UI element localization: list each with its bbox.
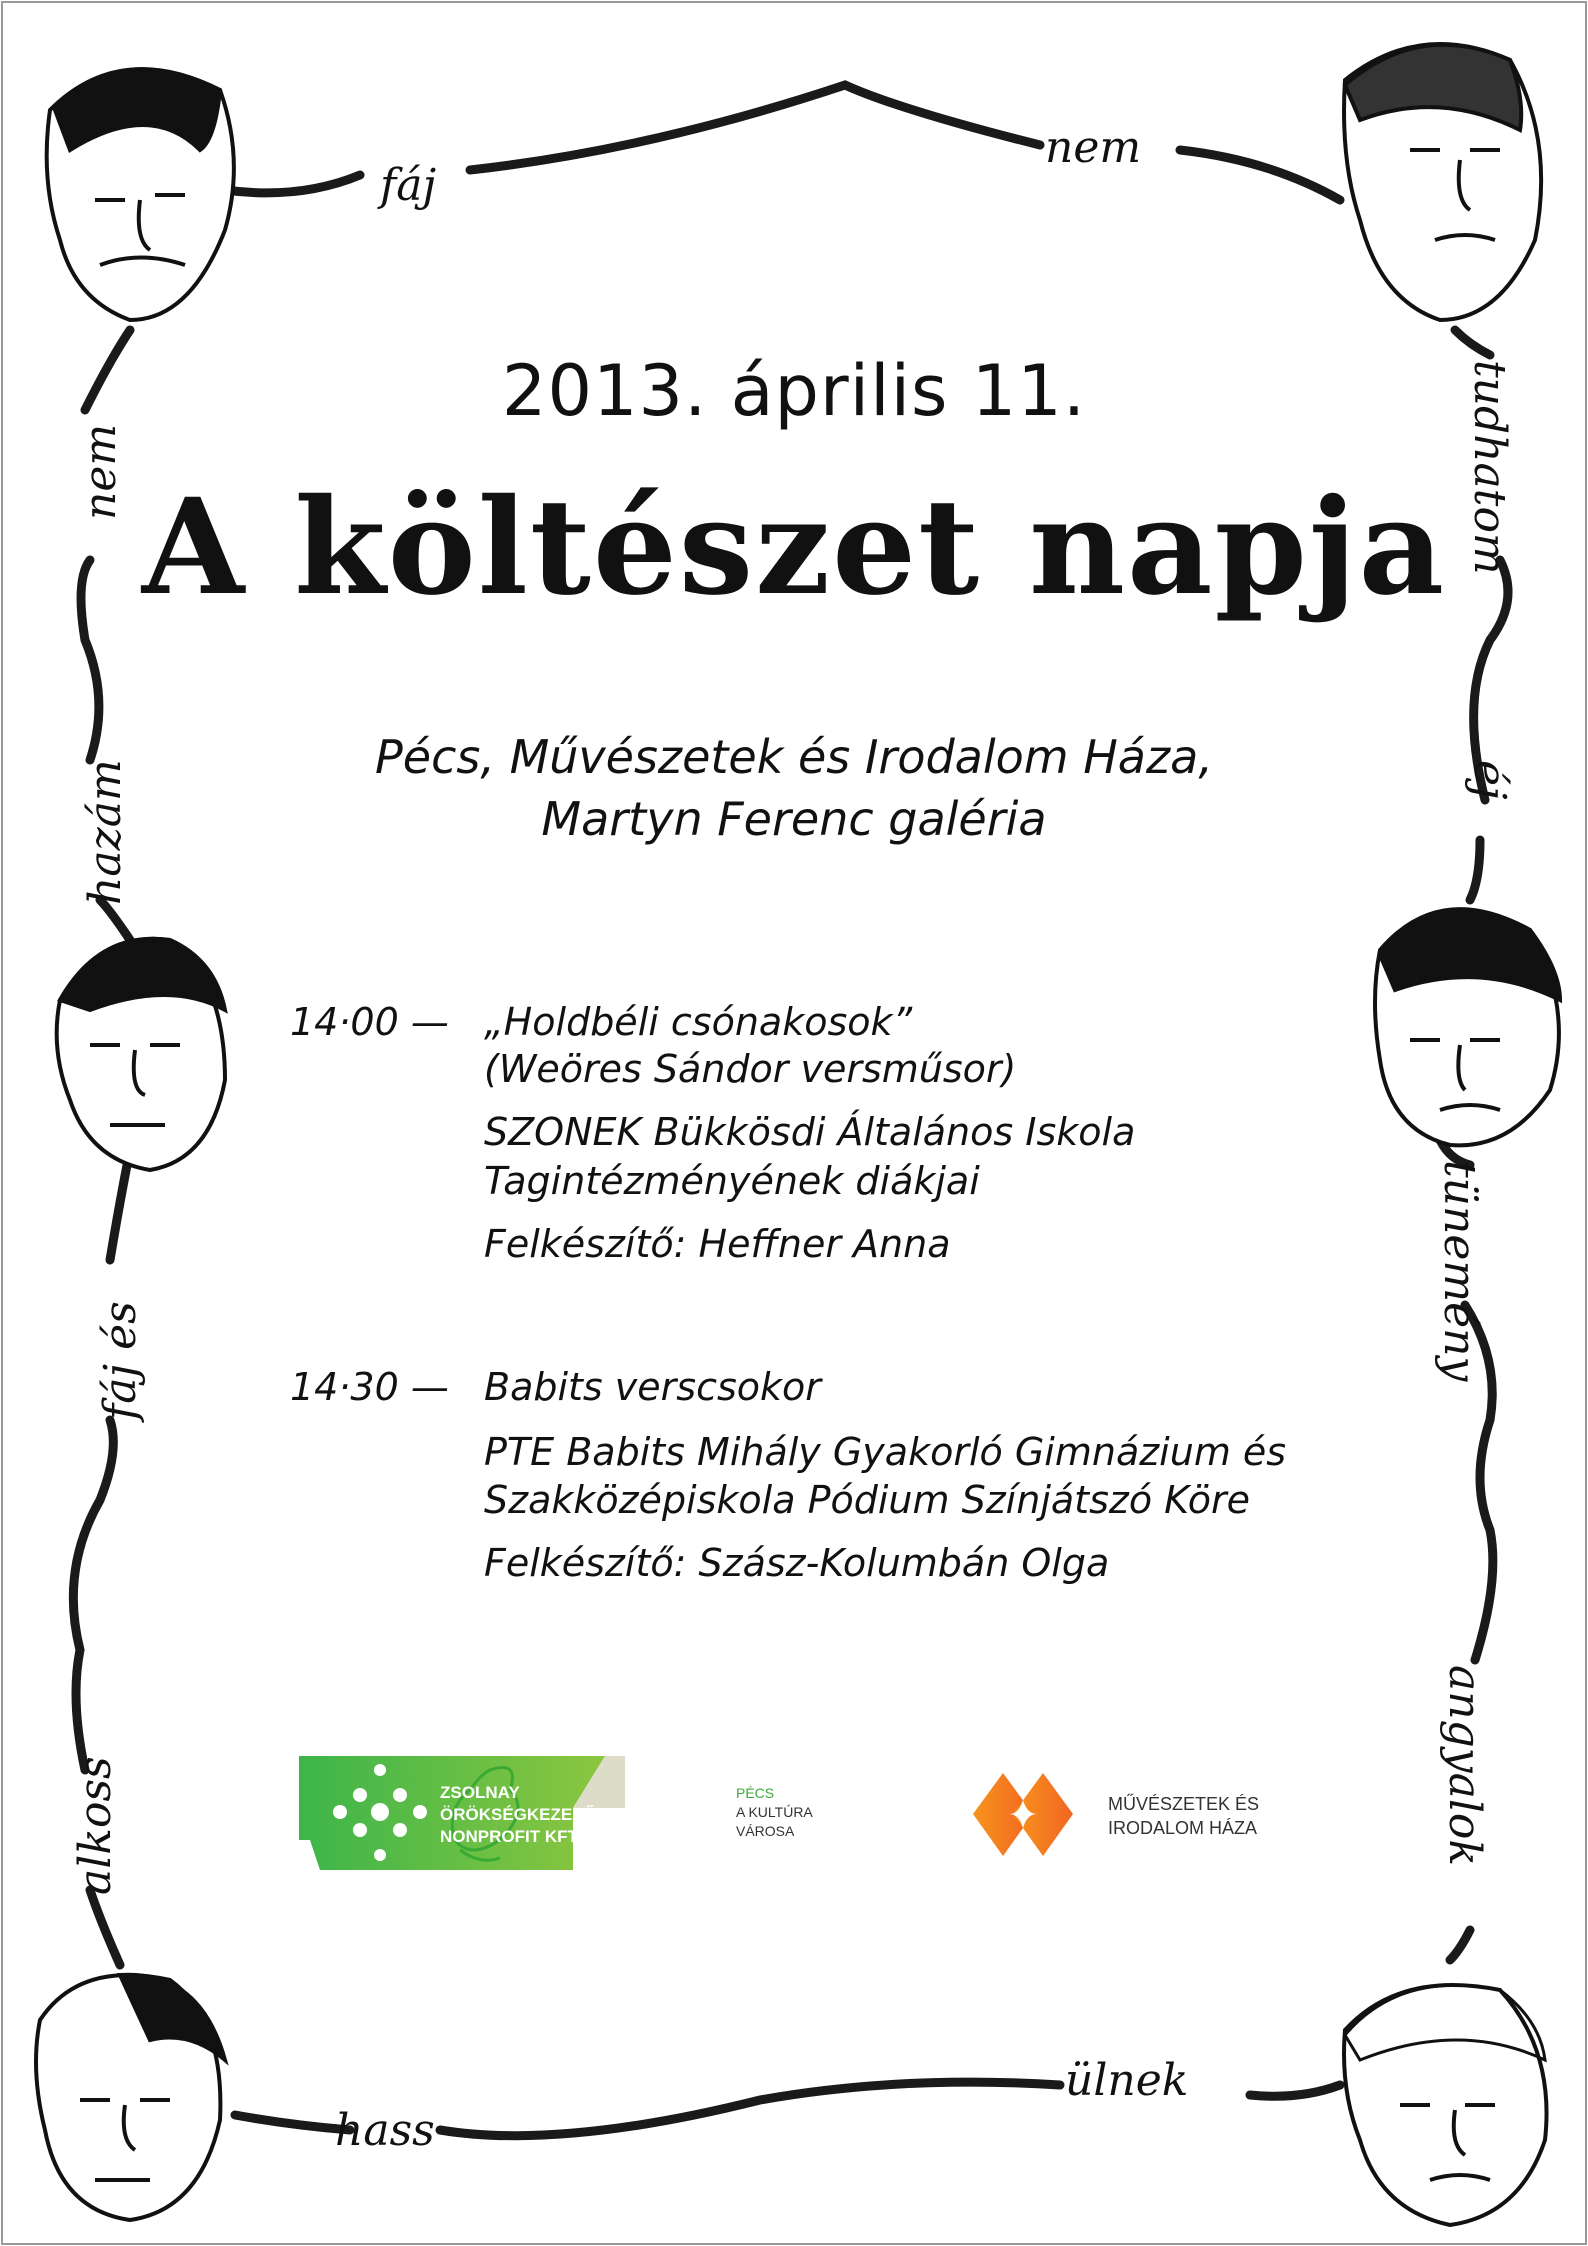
frame-word-right-2: éj [1464,760,1515,800]
zsolnay-line-3: NONPROFIT KFT. [440,1827,581,1846]
zsolnay-line-1: ZSOLNAY [440,1783,520,1802]
program-title: „Holdbéli csónakosok” [484,1000,913,1044]
portrait-bottom-right [1344,1985,1547,2225]
frame-word-top-right: nem [1045,122,1142,173]
frame-word-left-4: nem [75,423,126,520]
mih-line-1: MŰVÉSZETEK ÉS [1108,1794,1260,1814]
zsolnay-line-2: ÖRÖKSÉGKEZELŐ [440,1805,596,1824]
frame-word-right-3: tünemény [1434,1160,1485,1382]
portrait-middle-right [1375,909,1560,1145]
mih-logo-text [1108,1792,1259,1840]
program-performer-line-2: Szakközépiskola Pódium Színjátszó Köre [484,1478,1250,1522]
portrait-middle-left [57,939,225,1170]
venue-line-2: Martyn Ferenc galéria [541,792,1047,846]
program-subtitle: (Weöres Sándor versműsor) [484,1047,1017,1091]
pecs-line-3: VÁROSA [736,1823,795,1839]
frame-word-top-left: fáj [380,160,437,211]
pecs-line-2: A KULTÚRA [736,1804,813,1820]
frame-word-right-4: angyalok [1439,1665,1490,1867]
program-performer-line-1: PTE Babits Mihály Gyakorló Gimnázium és [484,1430,1287,1474]
mih-line-2: IRODALOM HÁZA [1108,1818,1258,1838]
frame-word-left-3: hazám [80,759,131,905]
frame-word-right-1: tudhatom [1464,360,1515,575]
pecs-logo-text [736,1784,813,1841]
program-time: 14·30 — [290,1365,449,1409]
portrait-top-right [1344,44,1541,320]
frame-word-bottom-left: hass [335,2105,435,2156]
mih-logo [973,1773,1073,1856]
portrait-top-left [47,69,234,320]
venue-line-1: Pécs, Művészetek és Irodalom Háza, [375,730,1213,784]
program-performer-line-1: SZONEK Bükkösdi Általános Iskola [484,1110,1136,1154]
program-performer-line-2: Tagintézményének diákjai [484,1159,980,1203]
zsolnay-logo-text [440,1782,596,1848]
event-title: A költészet napja [141,470,1447,625]
frame-word-bottom-right: ülnek [1065,2055,1189,2106]
program-coach: Felkészítő: Heffner Anna [484,1222,951,1266]
frame-word-left-1: alkoss [70,1756,121,1895]
program-coach: Felkészítő: Szász-Kolumbán Olga [484,1541,1110,1585]
pecs-line-1: PÉCS [736,1785,775,1801]
portrait-bottom-left [36,1975,225,2220]
program-time: 14·00 — [290,1000,449,1044]
frame-word-left-2: fáj és [95,1301,146,1420]
program-title: Babits verscsokor [484,1365,821,1409]
event-date: 2013. április 11. [501,350,1087,432]
